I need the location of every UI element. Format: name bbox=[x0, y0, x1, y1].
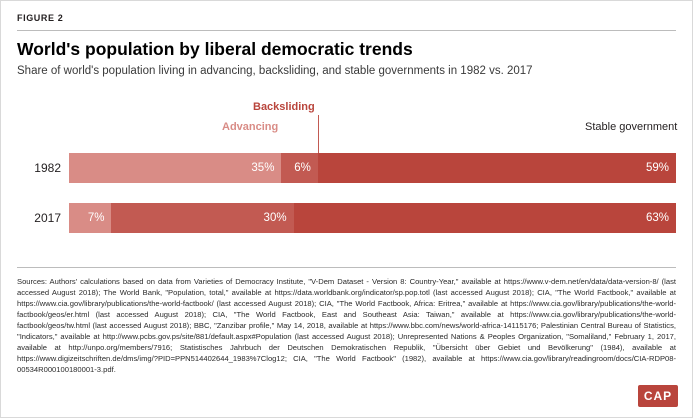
sources-note: Sources: Authors' calculations based on data from Varieties of Democracy Institute, "V-Dem Dataset - Version 8: Country-Year," available at https://www.v-dem.net/en/data/data-version-8/ (last accessed August 2018); The World Bank, "Population, total," available at https://data.worldbank.org/indicator/sp.pop.totl (last accessed August 2018); CIA, "The World Factbook," available at https://www.cia.gov/library/publications/the-world-factbook/ (last accessed August 2018); CIA, "The World Factbook, Africa: Eritrea," available at https://www.cia.gov/library/publications/the-world-factbook/geos/er.html (last accessed August 2018); CIA, "The World Factbook, East and Southeast Asia: Taiwan," available at https://www.cia.gov/library/publications/the-world-factbook/geos/tw.html (last accessed August 2018); BBC, "Zanzibar profile," May 14, 2018, available at https://www.bbc.com/news/world-africa-14115176; Palestinian Central Bureau of Statistics, "Indicators," available at http://www.pcbs.gov.ps/site/881/default.aspx#Population (last accessed August 2018); Unrepresented Nations & Peoples Organization, "Somaliland," February 1, 2017, available at http://unpo.org/members/7916; Statistisches Jahrbuch der Deutschen Demokratischen Republik, "Übersicht über Gebiet und Bevölkerung" (1984), available at https://www.digizeitschriften.de/dms/img/?PID=PPN514402644_1983%7Clog12; CIA, "The World Factbook" (1982), available at https://www.cia.gov/library/readingroom/docs/CIA-RDP08-00534R000100180001-3.pdf. bbox=[17, 276, 676, 374]
segment-value: 63% bbox=[645, 211, 669, 224]
bar-row bbox=[34, 153, 676, 183]
figure-header bbox=[1, 1, 692, 79]
segment-backsliding-2017 bbox=[111, 203, 293, 233]
segment-stable-1982 bbox=[318, 153, 676, 183]
row-label-2017: 2017 bbox=[34, 210, 61, 225]
segment-advancing-1982 bbox=[69, 153, 281, 183]
figure-title: World's population by liberal democratic trends bbox=[17, 39, 413, 59]
segment-value: 7% bbox=[87, 211, 105, 224]
figure-subtitle: Share of world's population living in advancing, backsliding, and stable governments in 1982 vs. 2017 bbox=[17, 65, 533, 78]
backsliding-leader-line bbox=[318, 115, 319, 153]
row-label-1982: 1982 bbox=[34, 160, 61, 175]
annotation-stable: Stable government bbox=[585, 120, 678, 133]
segment-value: 35% bbox=[251, 161, 275, 174]
segment-backsliding-1982 bbox=[281, 153, 317, 183]
segment-value: 6% bbox=[294, 161, 311, 174]
annotation-advancing: Advancing bbox=[222, 120, 279, 133]
cap-logo: CAP bbox=[638, 385, 678, 407]
sources-divider bbox=[17, 267, 676, 268]
bar-row bbox=[34, 203, 676, 233]
annotation-backsliding: Backsliding bbox=[253, 100, 315, 113]
segment-value: 30% bbox=[263, 211, 287, 224]
segment-value: 59% bbox=[645, 161, 669, 174]
figure-number: FIGURE 2 bbox=[17, 13, 64, 23]
plot-area bbox=[34, 153, 676, 241]
stacked-bar-chart bbox=[17, 101, 676, 251]
header-divider bbox=[17, 30, 676, 31]
segment-stable-2017 bbox=[294, 203, 676, 233]
segment-advancing-2017 bbox=[69, 203, 111, 233]
